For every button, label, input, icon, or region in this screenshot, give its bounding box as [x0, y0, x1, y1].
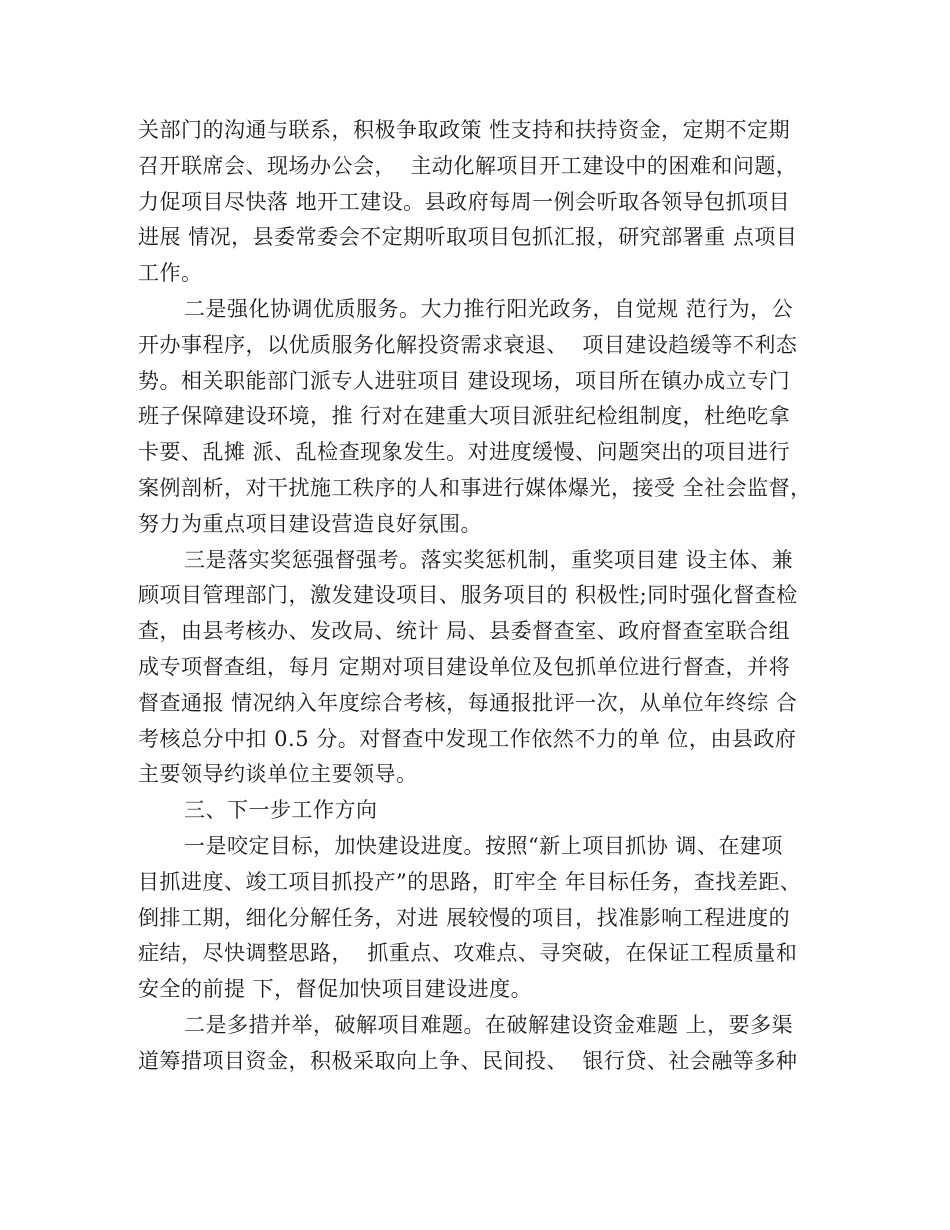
text-line: 召开联席会、现场办公会， 主动化解项目开工建设中的困难和问题，	[138, 153, 798, 178]
text-line: 关部门的沟通与联系，积极争取政策 性支持和扶持资金，定期不定期	[138, 118, 791, 142]
text-line: 顾项目管理部门，激发建设项目、服务项目的 积极性;同时强化督查检	[138, 583, 798, 608]
paragraph-start-line: 二是强化协调优质服务。大力推行阳光政务，自觉规 范行为，公	[184, 296, 794, 321]
text-line: 督查通报 情况纳入年度综合考核，每通报批评一次，从单位年终综 合	[138, 690, 798, 715]
text-line: 主要领导约谈单位主要领导。	[138, 762, 418, 787]
text-line: 成专项督查组，每月 定期对项目建设单位及包抓单位进行督查，并将	[138, 654, 791, 679]
text-line: 目抓进度、竣工项目抓投产”的思路，盯牢全 年目标任务，查找差距、	[138, 869, 802, 894]
text-line: 考核总分中扣 0.5 分。对督查中发现工作依然不力的单 位，由县政府	[138, 726, 797, 751]
text-line: 班子保障建设环境，推 行对在建重大项目派驻纪检组制度，杜绝吃拿	[138, 404, 791, 429]
text-line: 进展 情况，县委常委会不定期听取项目包抓汇报，研究部署重 点项目	[138, 225, 798, 250]
text-line: 安全的前提 下，督促加快项目建设进度。	[138, 977, 533, 1002]
document-body	[138, 113, 838, 1080]
text-line: 开办事程序，以优质服务化解投资需求衰退、 项目建设趋缓等不利态	[138, 332, 798, 357]
text-line: 案例剖析，对干扰施工秩序的人和事进行媒体爆光，接受 全社会监督，	[138, 475, 812, 500]
section-heading: 三、下一步工作方向	[184, 798, 378, 823]
paragraph-start-line: 二是多措并举，破解项目难题。在破解建设资金难题 上，要多渠	[184, 1012, 794, 1037]
text-line: 倒排工期，细化分解任务，对进 展较慢的项目，找准影响工程进度的	[138, 905, 791, 930]
text-line: 努力为重点项目建设营造良好氛围。	[138, 511, 482, 536]
text-line: 工作。	[138, 261, 203, 286]
text-line: 查，由县考核办、发改局、统计 局、县委督查室、政府督查室联合组	[138, 619, 791, 644]
text-line: 卡要、乱摊 派、乱检查现象发生。对进度缓慢、问题突出的项目进行	[138, 440, 791, 465]
text-line: 势。相关职能部门派专人进驻项目 建设现场，项目所在镇办成立专门	[138, 368, 791, 393]
text-line: 力促项目尽快落 地开工建设。县政府每周一例会听取各领导包抓项目	[138, 189, 791, 214]
text-line: 症结，尽快调整思路， 抓重点、攻难点、寻突破，在保证工程质量和	[138, 941, 798, 966]
paragraph-start-line: 一是咬定目标，加快建设进度。按照“新上项目抓协 调、在建项	[184, 833, 783, 858]
text-line: 道筹措项目资金，积极采取向上争、民间投、 银行贷、社会融等多种	[138, 1048, 798, 1073]
paragraph-start-line: 三是落实奖惩强督强考。落实奖惩机制，重奖项目建 设主体、兼	[184, 547, 794, 572]
